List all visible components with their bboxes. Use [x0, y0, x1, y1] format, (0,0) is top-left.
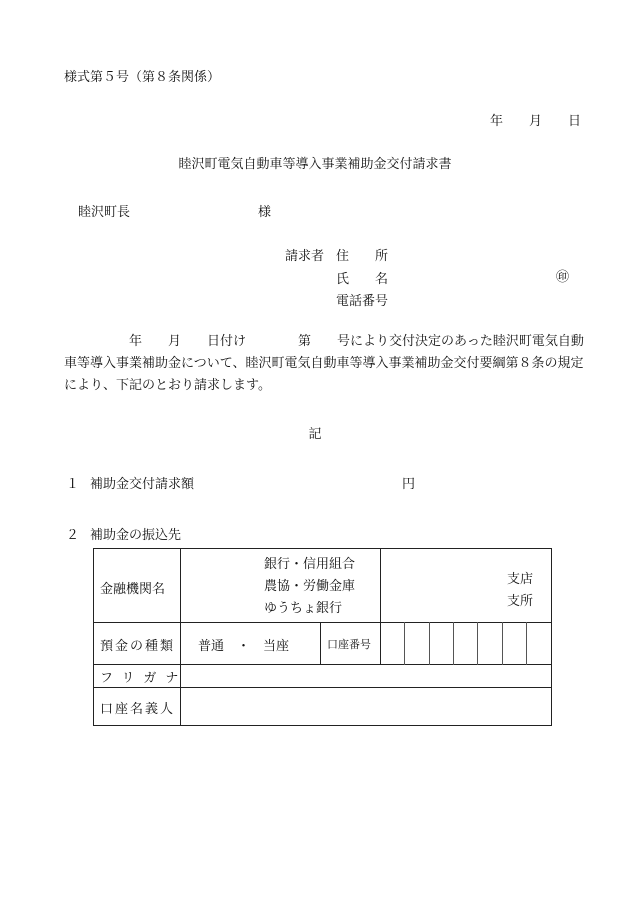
item1-label: 補助金交付請求額	[90, 477, 195, 492]
addressee-name: 睦沢町長	[78, 205, 131, 220]
row-divider	[94, 687, 551, 688]
account-label-divider	[380, 622, 381, 665]
form-number: 様式第５号（第８条関係）	[64, 70, 221, 85]
item2-label: 補助金の振込先	[90, 528, 182, 543]
date-day: 日	[568, 114, 582, 129]
branch-divider	[380, 549, 381, 623]
bank-transfer-table	[93, 548, 552, 726]
deposit-divider	[320, 622, 321, 665]
account-number-label: 口座番号	[327, 638, 371, 651]
body-line-1: 年 月 日付け 第 号により交付決定のあった睦沢町電気自動	[64, 334, 584, 349]
branch-type-shiten: 支店	[507, 572, 534, 587]
document-title: 睦沢町電気自動車等導入事業補助金交付請求書	[178, 157, 452, 172]
furigana-label: フリガナ	[100, 671, 188, 686]
deposit-options: 普通 ・ 当座	[198, 639, 290, 654]
institution-type-postal: ゆうちょ銀行	[264, 601, 343, 616]
deposit-type-label: 預金の種類	[100, 639, 176, 654]
ki-heading: 記	[308, 427, 322, 442]
date-line	[490, 110, 581, 129]
body-line-2: 車等導入事業補助金について、睦沢町電気自動車等導入事業補助金交付要綱第８条の規定	[64, 356, 584, 371]
branch-type-shisho: 支所	[507, 594, 534, 609]
claimant-name-label: 氏 名	[336, 272, 389, 287]
digit-box-divider	[526, 622, 527, 665]
item2-number: ２	[66, 528, 80, 543]
body-line-3: により、下記のとおり請求します。	[64, 378, 271, 393]
digit-box-divider	[404, 622, 405, 665]
seal-mark: ㊞	[556, 270, 570, 285]
item1-unit: 円	[402, 477, 416, 492]
digit-box-divider	[477, 622, 478, 665]
claimant-label: 請求者	[285, 249, 325, 264]
addressee-honorific: 様	[258, 205, 272, 220]
institution-type-bank: 銀行・信用組合	[264, 557, 356, 572]
claimant-phone-label: 電話番号	[336, 294, 389, 309]
digit-box-divider	[429, 622, 430, 665]
digit-box-divider	[502, 622, 503, 665]
row-divider	[94, 664, 551, 665]
row-divider	[94, 622, 551, 623]
institution-type-agri: 農協・労働金庫	[264, 579, 356, 594]
date-year: 年	[490, 114, 504, 129]
label-column-divider	[180, 549, 181, 725]
institution-label: 金融機関名	[100, 582, 166, 597]
account-holder-label: 口座名義人	[100, 702, 176, 717]
claimant-address-label: 住 所	[336, 249, 389, 264]
body-paragraph	[64, 331, 582, 397]
item1-number: １	[66, 477, 80, 492]
digit-box-divider	[453, 622, 454, 665]
date-month: 月	[529, 114, 543, 129]
